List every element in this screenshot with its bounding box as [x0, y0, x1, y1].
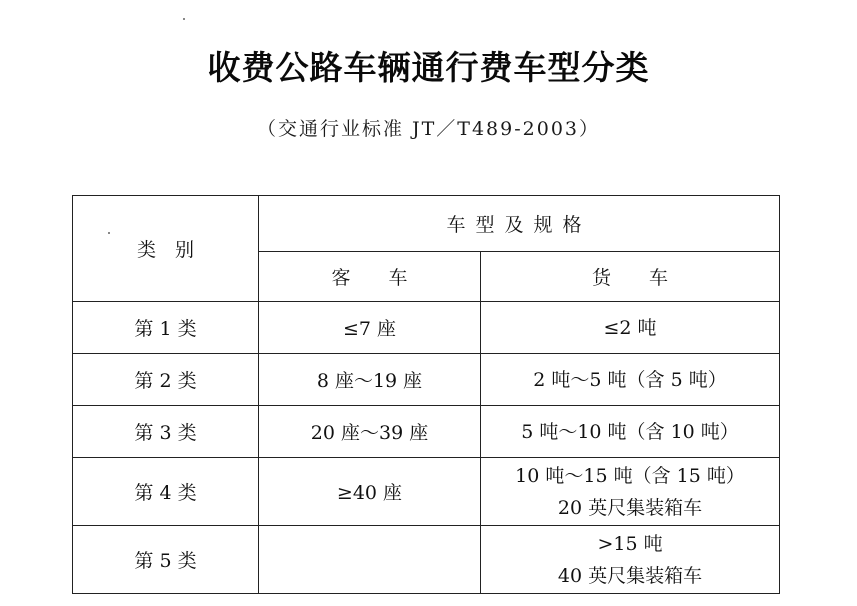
header-passenger: 客 车 [259, 252, 481, 302]
row-truck-line: 20 英尺集装箱车 [557, 496, 703, 519]
row-truck-line: 10 吨～15 吨（含 15 吨） [515, 464, 745, 487]
row-truck-line: >15 吨 [597, 532, 663, 555]
row-truck-line: ≤2 吨 [603, 316, 657, 339]
row-truck [481, 302, 780, 354]
row-truck-line: 40 英尺集装箱车 [557, 564, 703, 587]
document-title: 收费公路车辆通行费车型分类 [207, 48, 650, 87]
table-row [73, 406, 780, 458]
row-truck-line: 5 吨～10 吨（含 10 吨） [521, 420, 739, 443]
table-row [73, 458, 780, 526]
row-passenger: 8 座～19 座 [259, 354, 481, 406]
table-header-row [73, 196, 780, 252]
header-truck: 货 车 [481, 252, 780, 302]
row-truck [481, 526, 780, 594]
row-category: 第 3 类 [73, 406, 259, 458]
header-vehicle-spec: 车型及规格 [259, 196, 780, 252]
scan-speck [183, 18, 185, 20]
scan-speck [108, 232, 110, 234]
table-row [73, 354, 780, 406]
header-category: 类 别 [73, 196, 259, 302]
row-truck [481, 406, 780, 458]
vehicle-classification-table [72, 195, 780, 594]
row-passenger: ≥40 座 [259, 458, 481, 526]
row-passenger [259, 526, 481, 594]
row-category: 第 2 类 [73, 354, 259, 406]
row-passenger: ≤7 座 [259, 302, 481, 354]
row-passenger: 20 座～39 座 [259, 406, 481, 458]
row-truck [481, 354, 780, 406]
row-category: 第 1 类 [73, 302, 259, 354]
table-row [73, 302, 780, 354]
row-category: 第 4 类 [73, 458, 259, 526]
table-row [73, 526, 780, 594]
row-truck-line: 2 吨～5 吨（含 5 吨） [533, 368, 727, 391]
document-subtitle: （交通行业标准 JT／T489-2003） [256, 118, 601, 140]
row-truck [481, 458, 780, 526]
row-category: 第 5 类 [73, 526, 259, 594]
